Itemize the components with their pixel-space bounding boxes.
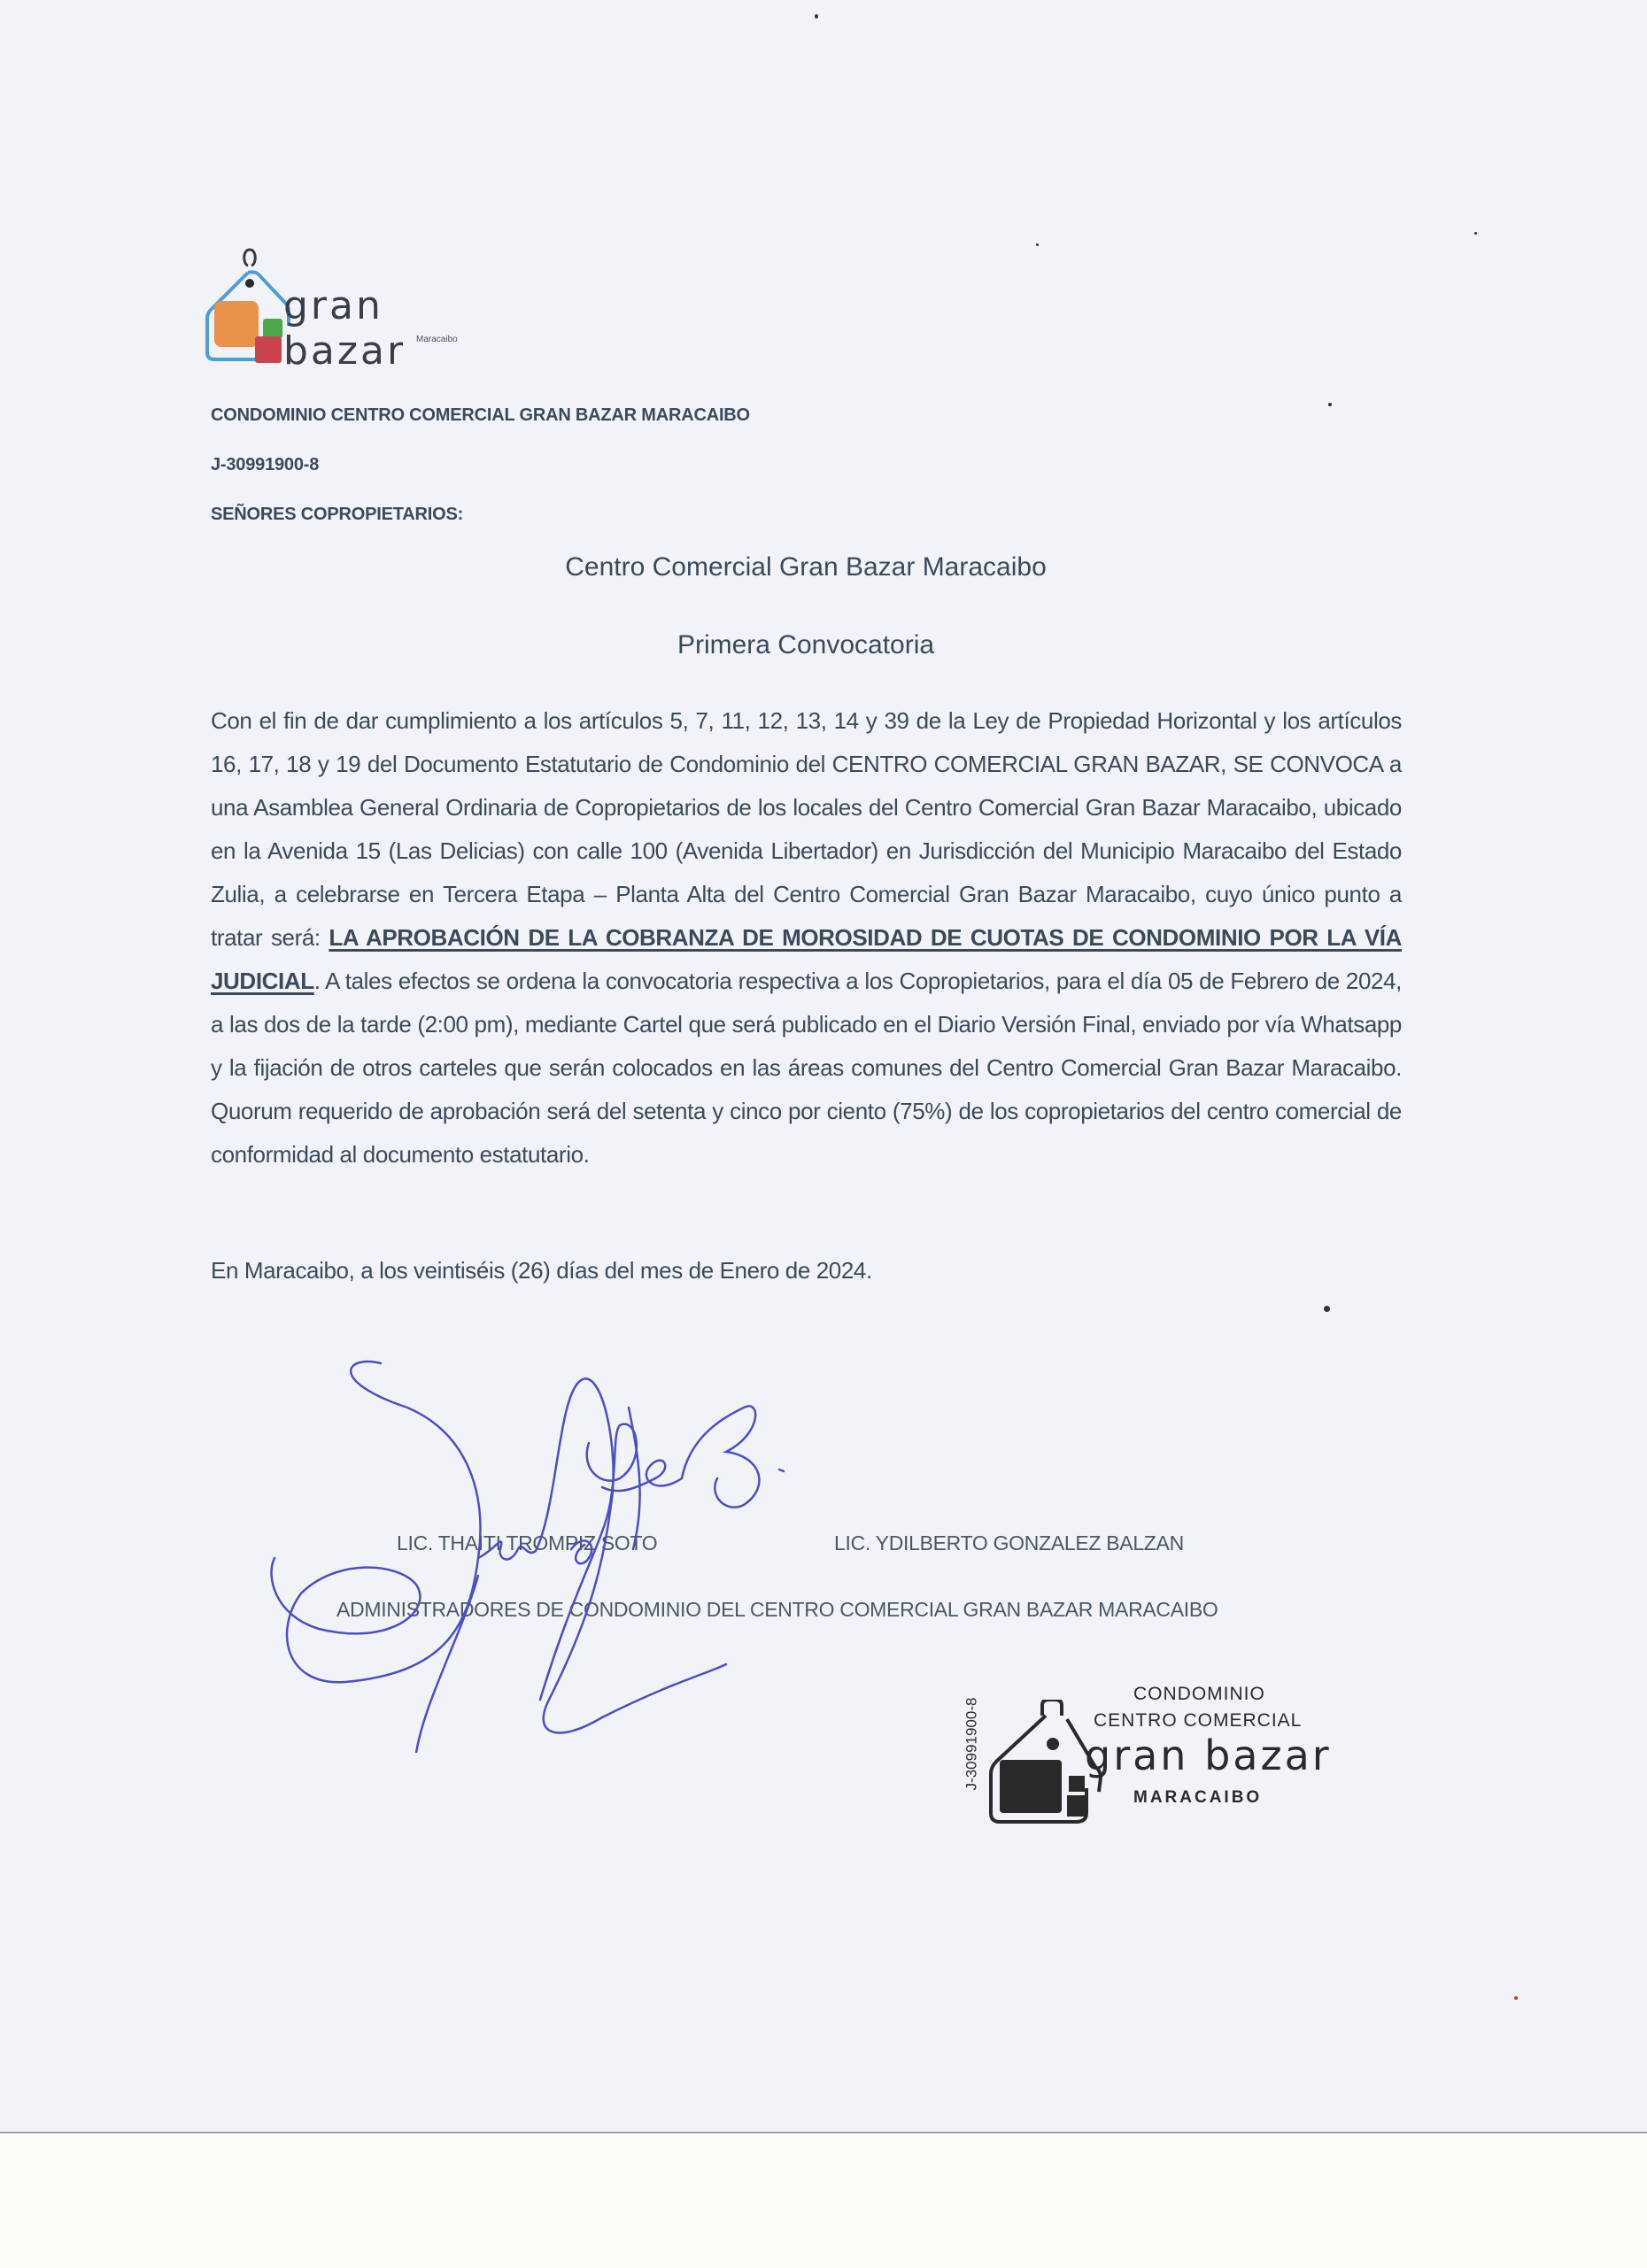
logo-subtitle: Maracaibo [416, 335, 458, 344]
scan-speck [1036, 243, 1039, 246]
agenda-item-emphasis: LA APROBACIÓN DE LA COBRANZA DE MOROSIDAD DE CUOTAS DE CONDOMINIO POR LA VÍA JUDICIAL [211, 924, 1402, 994]
body-part-1: Con el fin de dar cumplimiento a los artículos 5, 7, 11, 12, 13, 14 y 39 de la Ley de Propiedad Horizontal y los artículos 16, 17, 18 y 19 del Documento Estatutario de Condominio del CENTRO COMERCIAL GRAN BAZAR, SE CONVOCA a una Asamblea General Ordinaria de Copropietarios de los locales del Centro Comercial Gran Bazar Maracaibo, ubicado en la Avenida 15 (Las Delicias) con calle 100 (Avenida Libertador) en Jurisdicción del Municipio Maracaibo del Estado Zulia, a celebrarse en Tercera Etapa – Planta Alta del Centro Comercial Gran Bazar Maracaibo, cuyo único punto a tratar será: [211, 707, 1402, 951]
rif-number: J-30991900-8 [211, 455, 320, 474]
scan-speck [1514, 1996, 1518, 2000]
stamp-rif: J-30991900-8 [963, 1697, 980, 1791]
convocation-body [211, 699, 1402, 1176]
signature-1 [272, 1362, 481, 1682]
signatory-name-1: LIC. THAITI TROMPIZ SOTO [397, 1531, 658, 1554]
signatories-role: ADMINISTRADORES DE CONDOMINIO DEL CENTRO COMERCIAL GRAN BAZAR MARACAIBO [336, 1598, 1218, 1621]
signatory-name-2: LIC. YDILBERTO GONZALEZ BALZAN [834, 1531, 1184, 1554]
organization-name: CONDOMINIO CENTRO COMERCIAL GRAN BAZAR MARACAIBO [211, 405, 750, 425]
salutation: SEÑORES COPROPIETARIOS: [211, 505, 464, 524]
logo-wordmark: gran bazar [283, 283, 406, 374]
gran-bazar-logo [204, 248, 505, 374]
document-subtitle: Primera Convocatoria [677, 630, 935, 660]
signature-2 [540, 1424, 637, 1700]
stamp-line-1: CONDOMINIO [1133, 1684, 1265, 1704]
closing-date-line: En Maracaibo, a los veintiséis (26) días del mes de Enero de 2024. [211, 1257, 872, 1284]
stamp-wordmark: gran bazar [1085, 1732, 1332, 1779]
scanner-bed-margin [0, 2132, 1647, 2268]
body-part-2: . A tales efectos se ordena la convocatoria respectiva a los Copropietarios, para el día 05 de Febrero de 2024, a las dos de la tarde (2:00 pm), mediante Cartel que será publicado en el Diario Versión Final, enviado por vía Whatsapp y la fijación de otros carteles que serán colocados en las áreas comunes del Centro Comercial Gran Bazar Maracaibo. Quorum requerido de aprobación será del setenta y cinco por ciento (75%) de los copropietarios del centro comercial de conformidad al documento estatutario. [211, 968, 1402, 1168]
stamp-line-2: CENTRO COMERCIAL [1094, 1710, 1303, 1731]
scan-speck [1324, 1306, 1330, 1312]
document-title: Centro Comercial Gran Bazar Maracaibo [565, 552, 1047, 582]
condominium-stamp [961, 1664, 1342, 1841]
scan-speck [1474, 232, 1477, 235]
scan-speck [815, 14, 818, 19]
scan-speck [1328, 403, 1332, 406]
shopping-tag-icon [204, 248, 292, 363]
stamp-city: MARACAIBO [1133, 1788, 1263, 1807]
